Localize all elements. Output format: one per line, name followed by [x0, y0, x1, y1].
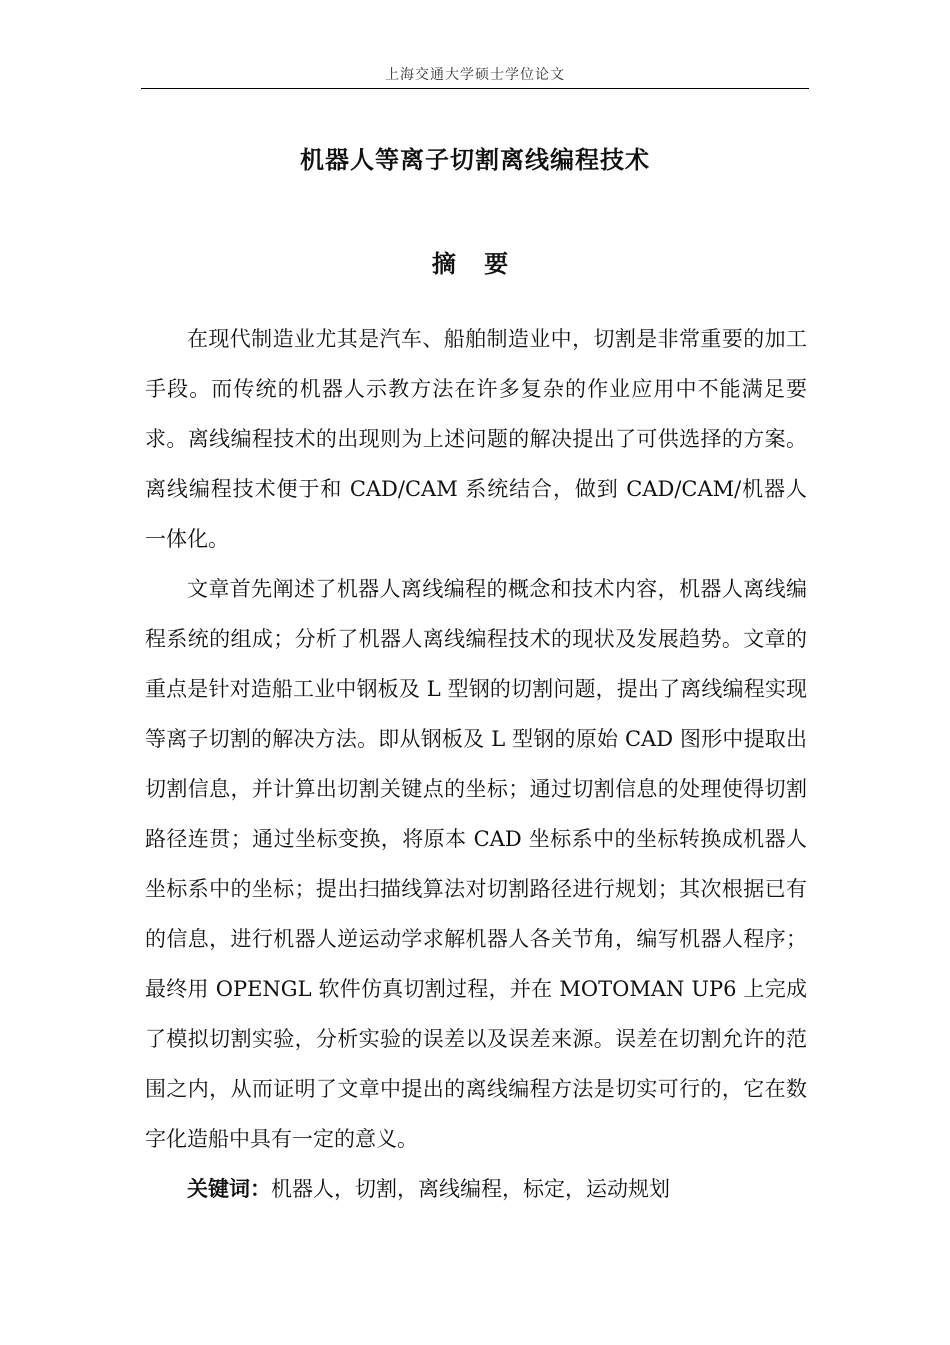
keywords-line — [145, 1164, 807, 1214]
thesis-title: 机器人等离子切割离线编程技术 — [300, 146, 650, 175]
keywords-list: 机器人，切割，离线编程，标定，运动规划 — [271, 1177, 670, 1201]
running-header: 上海交通大学硕士学位论文 — [385, 67, 565, 83]
header-rule — [141, 88, 809, 89]
abstract-paragraph-2: 文章首先阐述了机器人离线编程的概念和技术内容，机器人离线编程系统的组成；分析了机器人离线编程技术的现状及发展趋势。文章的重点是针对造船工业中钢板及 L 型钢的切割问题，提出了离线编程实现等离子切割的解决方法。即从钢板及 L 型钢的原始 CAD 图形中提取出切割信息，并计算出切割关键点的坐标；通过切割信息的处理使得切割路径连贯；通过坐标变换，将原本 CAD 坐标系中的坐标转换成机器人坐标系中的坐标；提出扫描线算法对切割路径进行规划；其次根据已有的信息，进行机器人逆运动学求解机器人各关节角，编写机器人程序；最终用 OPENGL 软件仿真切割过程，并在 MOTOMAN UP6 上完成了模拟切割实验，分析实验的误差以及误差来源。误差在切割允许的范围之内，从而证明了文章中提出的离线编程方法是切实可行的，它在数字化造船中具有一定的意义。 — [145, 577, 807, 1151]
abstract-paragraph-1: 在现代制造业尤其是汽车、船舶制造业中，切割是非常重要的加工手段。而传统的机器人示教方法在许多复杂的作业应用中不能满足要求。离线编程技术的出现则为上述问题的解决提出了可供选择的方案。离线编程技术便于和 CAD/CAM 系统结合，做到 CAD/CAM/机器人一体化。 — [145, 327, 807, 551]
keywords-label: 关键词： — [187, 1177, 271, 1201]
abstract-heading: 摘 要 — [431, 249, 519, 278]
abstract-body — [145, 314, 807, 1214]
